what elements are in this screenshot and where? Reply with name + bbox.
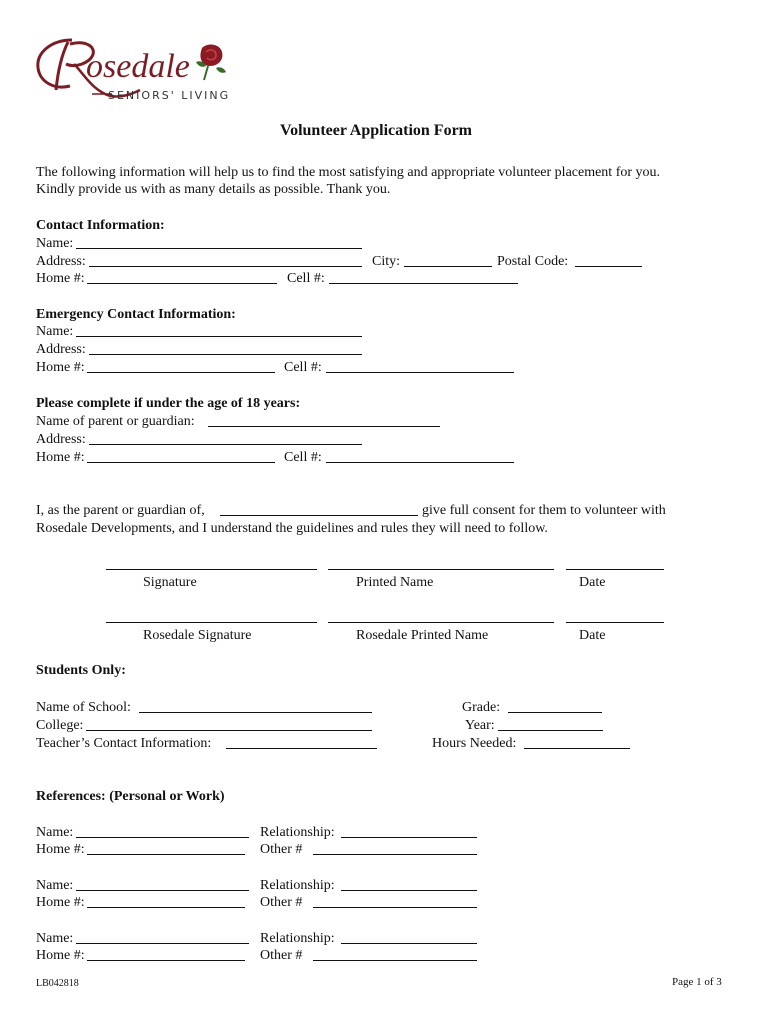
minor-cell-label: Cell #: [284,450,322,465]
ref3-home-field[interactable] [87,960,245,961]
ref2-other-label: Other # [260,895,303,910]
ref3-other-field[interactable] [313,960,477,961]
ref1-home-label: Home #: [36,842,85,857]
ref1-relationship-field[interactable] [341,837,477,838]
emergency-address-label: Address: [36,342,86,357]
minor-cell-field[interactable] [326,462,514,463]
printed-name-field[interactable] [328,569,554,570]
intro-line-2: Kindly provide us with as many details as possible. Thank you. [36,182,391,197]
emergency-home-field[interactable] [87,372,275,373]
consent-part-2: give full consent for them to volunteer with [422,503,666,518]
minor-parent-field[interactable] [208,426,440,427]
form-code: LB042818 [36,978,79,989]
ref2-home-field[interactable] [87,907,245,908]
date-field[interactable] [566,569,664,570]
grade-label: Grade: [462,700,501,715]
contact-address-field[interactable] [89,266,362,267]
emergency-name-field[interactable] [76,336,362,337]
ref2-home-label: Home #: [36,895,85,910]
rosedale-signature-field[interactable] [106,622,317,623]
contact-home-label: Home #: [36,271,85,286]
contact-name-label: Name: [36,236,74,251]
contact-cell-field[interactable] [329,283,518,284]
rosedale-signature-caption: Rosedale Signature [143,628,252,643]
consent-line-2: Rosedale Developments, and I understand the guidelines and rules they will need to follow. [36,521,548,536]
minor-address-label: Address: [36,432,86,447]
signature-caption: Signature [143,575,197,590]
logo-tagline: SENIORS' LIVING [108,89,231,102]
contact-postal-field[interactable] [575,266,642,267]
contact-city-label: City: [372,254,401,269]
ref1-name-field[interactable] [76,837,249,838]
teacher-label: Teacher’s Contact Information: [36,736,212,751]
ref1-relationship-label: Relationship: [260,825,335,840]
emergency-heading: Emergency Contact Information: [36,307,236,322]
year-label: Year: [465,718,495,733]
emergency-name-label: Name: [36,324,74,339]
minor-home-label: Home #: [36,450,85,465]
ref1-other-label: Other # [260,842,303,857]
references-heading: References: (Personal or Work) [36,789,225,804]
grade-field[interactable] [508,712,602,713]
rosedale-logo [32,34,232,106]
form-title: Volunteer Application Form [280,122,473,139]
printed-name-caption: Printed Name [356,575,434,590]
ref1-name-label: Name: [36,825,74,840]
ref2-relationship-field[interactable] [341,890,477,891]
consent-ward-name-field[interactable] [220,515,418,516]
rosedale-date-field[interactable] [566,622,664,623]
rose-icon [194,42,228,82]
school-label: Name of School: [36,700,131,715]
ref3-name-field[interactable] [76,943,249,944]
college-label: College: [36,718,84,733]
intro-line-1: The following information will help us to find the most satisfying and appropriate volunteer placement for you. [36,165,661,180]
consent-part-1: I, as the parent or guardian of, [36,503,205,518]
ref2-name-label: Name: [36,878,74,893]
rosedale-printed-name-field[interactable] [328,622,554,623]
page-number: Page 1 of 3 [672,976,722,988]
hours-label: Hours Needed: [432,736,517,751]
signature-field[interactable] [106,569,317,570]
contact-postal-label: Postal Code: [497,254,569,269]
ref2-name-field[interactable] [76,890,249,891]
ref2-relationship-label: Relationship: [260,878,335,893]
date-caption: Date [579,575,606,590]
ref1-other-field[interactable] [313,854,477,855]
minor-address-field[interactable] [89,444,362,445]
contact-home-field[interactable] [87,283,277,284]
ref2-other-field[interactable] [313,907,477,908]
minor-heading: Please complete if under the age of 18 years: [36,396,301,411]
emergency-home-label: Home #: [36,360,85,375]
emergency-cell-field[interactable] [326,372,514,373]
ref3-name-label: Name: [36,931,74,946]
ref3-other-label: Other # [260,948,303,963]
emergency-cell-label: Cell #: [284,360,322,375]
school-field[interactable] [139,712,372,713]
contact-heading: Contact Information: [36,218,165,233]
logo-wordmark: osedale [86,48,190,85]
emergency-address-field[interactable] [89,354,362,355]
college-field[interactable] [86,730,372,731]
contact-name-field[interactable] [76,248,362,249]
ref1-home-field[interactable] [87,854,245,855]
rosedale-date-caption: Date [579,628,606,643]
minor-home-field[interactable] [87,462,275,463]
rosedale-printed-name-caption: Rosedale Printed Name [356,628,489,643]
ref3-relationship-field[interactable] [341,943,477,944]
hours-field[interactable] [524,748,630,749]
teacher-field[interactable] [226,748,377,749]
minor-parent-label: Name of parent or guardian: [36,414,195,429]
contact-cell-label: Cell #: [287,271,325,286]
year-field[interactable] [498,730,603,731]
contact-city-field[interactable] [404,266,492,267]
ref3-home-label: Home #: [36,948,85,963]
ref3-relationship-label: Relationship: [260,931,335,946]
contact-address-label: Address: [36,254,86,269]
students-heading: Students Only: [36,663,126,678]
